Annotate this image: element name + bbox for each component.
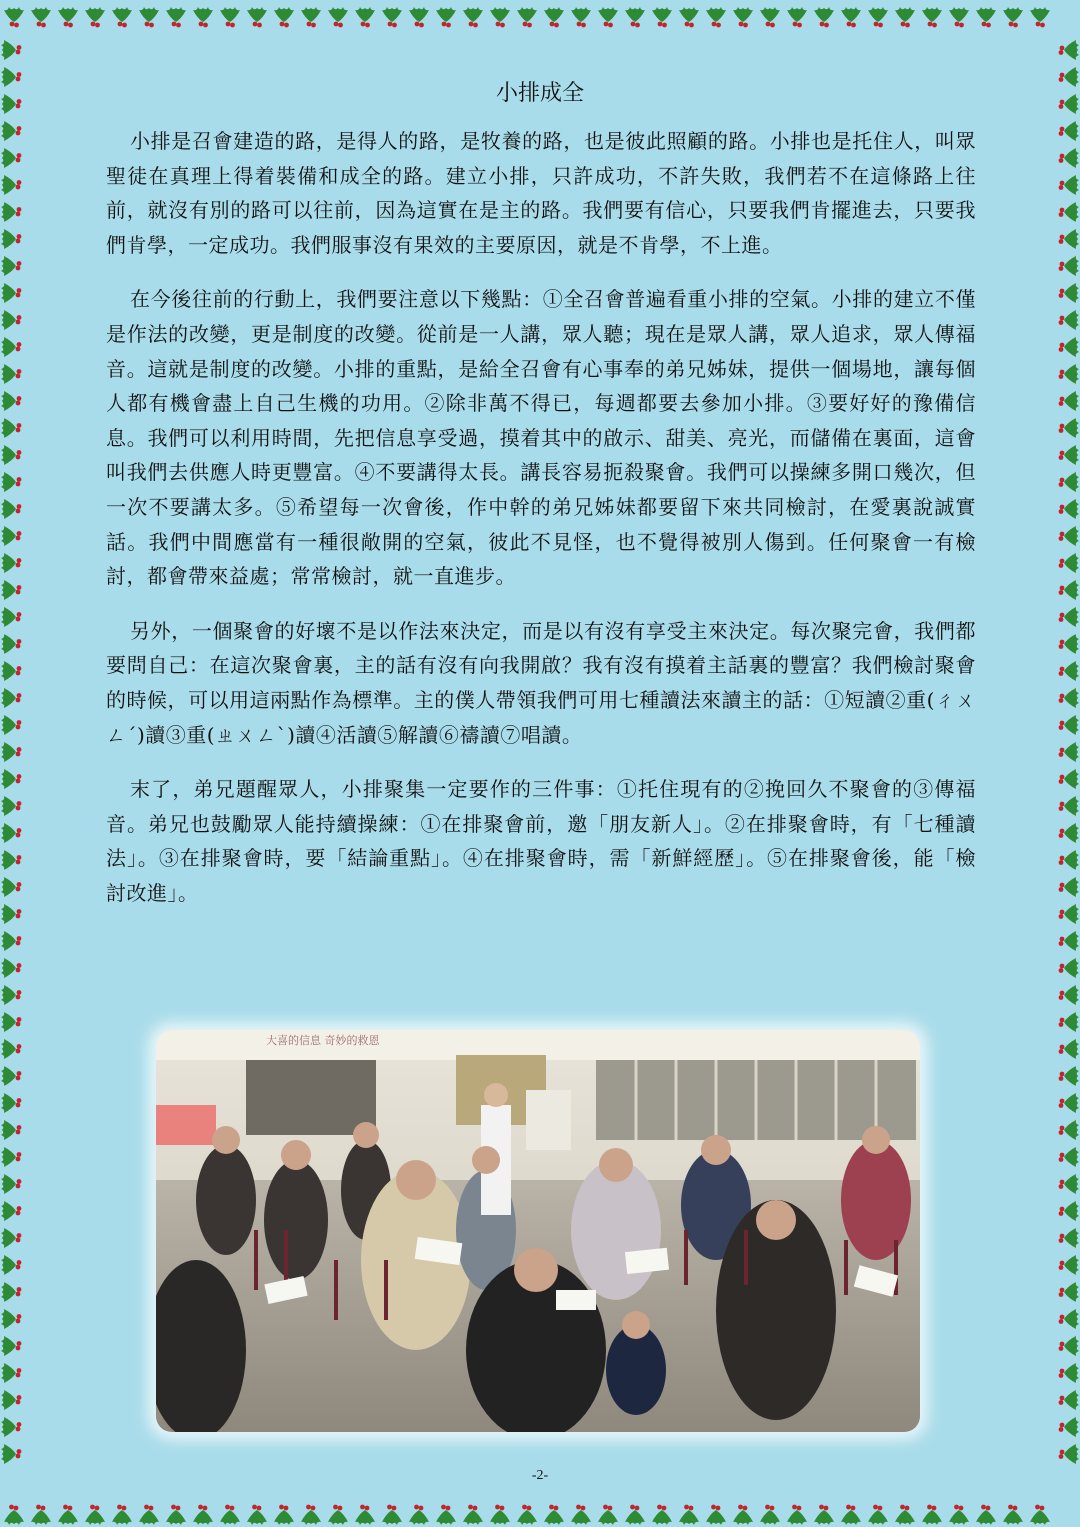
holly-sprig bbox=[1059, 688, 1079, 708]
holly-sprig bbox=[1059, 1309, 1079, 1329]
holly-sprig bbox=[220, 7, 240, 27]
holly-sprig bbox=[1059, 1363, 1079, 1383]
holly-sprig bbox=[112, 7, 132, 27]
holly-sprig bbox=[571, 1505, 591, 1525]
holly-sprig bbox=[949, 7, 969, 27]
holly-sprig bbox=[1059, 202, 1079, 222]
holly-sprig bbox=[544, 7, 564, 27]
holly-sprig bbox=[1059, 985, 1079, 1005]
holly-sprig bbox=[733, 7, 753, 27]
holly-sprig bbox=[1, 661, 21, 681]
holly-sprig bbox=[571, 7, 591, 27]
holly-sprig bbox=[706, 7, 726, 27]
holly-sprig bbox=[1059, 1336, 1079, 1356]
holly-sprig bbox=[247, 1505, 267, 1525]
holly-sprig bbox=[1, 1147, 21, 1167]
holly-sprig bbox=[1, 445, 21, 465]
holly-sprig bbox=[868, 1505, 888, 1525]
holly-sprig bbox=[1059, 229, 1079, 249]
holly-sprig bbox=[1, 283, 21, 303]
holly-sprig bbox=[1030, 7, 1050, 27]
holly-sprig bbox=[1059, 1039, 1079, 1059]
holly-sprig bbox=[1059, 553, 1079, 573]
holly-sprig bbox=[301, 7, 321, 27]
holly-sprig bbox=[436, 1505, 456, 1525]
holly-sprig bbox=[355, 1505, 375, 1525]
holly-sprig bbox=[1003, 7, 1023, 27]
holly-sprig bbox=[1059, 742, 1079, 762]
holly-sprig bbox=[1059, 364, 1079, 384]
holly-sprig bbox=[1, 1201, 21, 1221]
holly-sprig bbox=[1059, 877, 1079, 897]
holly-sprig bbox=[1059, 1417, 1079, 1437]
holly-sprig bbox=[1059, 337, 1079, 357]
holly-sprig bbox=[247, 7, 267, 27]
holly-sprig bbox=[1059, 1012, 1079, 1032]
holly-sprig bbox=[1059, 715, 1079, 735]
holly-sprig bbox=[1, 337, 21, 357]
holly-sprig bbox=[679, 1505, 699, 1525]
holly-sprig bbox=[1, 553, 21, 573]
holly-sprig bbox=[139, 7, 159, 27]
holly-sprig bbox=[1, 364, 21, 384]
holly-sprig bbox=[895, 1505, 915, 1525]
holly-sprig bbox=[1, 1417, 21, 1437]
holly-sprig bbox=[868, 7, 888, 27]
holly-sprig bbox=[1, 823, 21, 843]
holly-sprig bbox=[1, 715, 21, 735]
holly-sprig bbox=[1, 1309, 21, 1329]
holly-sprig bbox=[1059, 850, 1079, 870]
holly-sprig bbox=[1, 256, 21, 276]
holly-sprig bbox=[1, 310, 21, 330]
holly-sprig bbox=[58, 7, 78, 27]
holly-sprig bbox=[1059, 607, 1079, 627]
holly-sprig bbox=[1, 175, 21, 195]
holly-sprig bbox=[1059, 1120, 1079, 1140]
holly-sprig bbox=[1059, 931, 1079, 951]
holly-sprig bbox=[706, 1505, 726, 1525]
holly-sprig bbox=[1, 796, 21, 816]
holly-sprig bbox=[1059, 310, 1079, 330]
holly-sprig bbox=[4, 7, 24, 27]
holly-sprig bbox=[1059, 1444, 1079, 1464]
holly-sprig bbox=[1, 1228, 21, 1248]
holly-sprig bbox=[976, 7, 996, 27]
holly-sprig bbox=[598, 1505, 618, 1525]
holly-sprig bbox=[1, 1039, 21, 1059]
holly-sprig bbox=[1059, 499, 1079, 519]
holly-sprig bbox=[922, 7, 942, 27]
holly-sprig bbox=[922, 1505, 942, 1525]
holly-sprig bbox=[1, 1066, 21, 1086]
holly-sprig bbox=[1059, 445, 1079, 465]
holly-sprig bbox=[139, 1505, 159, 1525]
holly-sprig bbox=[652, 1505, 672, 1525]
holly-sprig bbox=[1, 769, 21, 789]
holly-sprig bbox=[787, 1505, 807, 1525]
holly-sprig bbox=[463, 1505, 483, 1525]
holly-sprig bbox=[166, 1505, 186, 1525]
holly-sprig bbox=[1, 850, 21, 870]
holly-sprig bbox=[1059, 1228, 1079, 1248]
holly-sprig bbox=[1059, 526, 1079, 546]
holly-sprig bbox=[1, 229, 21, 249]
holly-sprig bbox=[1059, 580, 1079, 600]
paragraph: 另外，一個聚會的好壞不是以作法來決定，而是以有沒有享受主來決定。每次聚完會，我們都要問自己：在這次聚會裏，主的話有沒有向我開啟？我有沒有摸着主話裏的豐富？我們檢討聚會的時候，可以用這兩點作為標準。主的僕人帶領我們可用七種讀法來讀主的話：①短讀②重(ㄔㄨㄥˊ)讀③重(ㄓㄨㄥˋ)讀④活讀⑤解讀⑥禱讀⑦唱讀。 bbox=[106, 618, 976, 747]
holly-sprig bbox=[760, 1505, 780, 1525]
holly-sprig bbox=[1059, 769, 1079, 789]
holly-sprig bbox=[1, 40, 21, 60]
paragraph: 在今後往前的行動上，我們要注意以下幾點：①全召會普遍看重小排的空氣。小排的建立不僅是作法的改變，更是制度的改變。從前是一人講，眾人聽；現在是眾人講，眾人追求，眾人傳福音。這就是制度的改變。小排的重點，是給全召會有心事奉的弟兄姊妹，提供一個場地，讓每個人都有機會盡上自己生機的功用。②除非萬不得已，每週都要去參加小排。③要好好的豫備信息。我們可以利用時間，先把信息享受過，摸着其中的啟示、甜美、亮光，而儲備在裏面，這會叫我們去供應人時更豐富。④不要講得太長。講長容易扼殺聚會。我們可以操練多開口幾次，但一次不要講太多。⑤希望每一次會後，作中幹的弟兄姊妹都要留下來共同檢討，在愛裏說誠實話。我們中間應當有一種很敞開的空氣，彼此不見怪，也不覺得被別人傷到。任何聚會一有檢討，都會帶來益處；常常檢討，就一直進步。 bbox=[106, 287, 976, 589]
holly-sprig bbox=[328, 7, 348, 27]
holly-sprig bbox=[1059, 904, 1079, 924]
holly-sprig bbox=[4, 1505, 24, 1525]
holly-sprig bbox=[31, 1505, 51, 1525]
holly-sprig bbox=[382, 1505, 402, 1525]
paragraph: 末了，弟兄題醒眾人，小排聚集一定要作的三件事：①托住現有的②挽回久不聚會的③傳福音。弟兄也鼓勵眾人能持續操練：①在排聚會前，邀「朋友新人」。②在排聚會時，有「七種讀法」。③在排聚會時，要「結論重點」。④在排聚會時，需「新鮮經歷」。⑤在排聚會後，能「檢討改進」。 bbox=[106, 777, 976, 905]
meeting-photo bbox=[156, 1030, 920, 1432]
holly-sprig bbox=[1, 1282, 21, 1302]
holly-sprig bbox=[1, 1174, 21, 1194]
photo-banner: 大喜的信息 奇妙的救恩 bbox=[266, 1034, 380, 1047]
holly-sprig bbox=[1, 202, 21, 222]
holly-sprig bbox=[1003, 1505, 1023, 1525]
holly-sprig bbox=[949, 1505, 969, 1525]
holly-sprig bbox=[409, 7, 429, 27]
holly-sprig bbox=[895, 7, 915, 27]
holly-sprig bbox=[193, 1505, 213, 1525]
holly-sprig bbox=[1, 580, 21, 600]
holly-sprig bbox=[436, 7, 456, 27]
holly-sprig bbox=[517, 7, 537, 27]
holly-sprig bbox=[1, 1390, 21, 1410]
holly-sprig bbox=[1059, 283, 1079, 303]
holly-sprig bbox=[760, 7, 780, 27]
holly-sprig bbox=[1059, 661, 1079, 681]
holly-sprig bbox=[85, 1505, 105, 1525]
holly-sprig bbox=[1059, 1282, 1079, 1302]
holly-sprig bbox=[1, 958, 21, 978]
holly-sprig bbox=[409, 1505, 429, 1525]
holly-sprig bbox=[112, 1505, 132, 1525]
holly-sprig bbox=[463, 7, 483, 27]
holly-sprig bbox=[544, 1505, 564, 1525]
holly-sprig bbox=[1, 1444, 21, 1464]
holly-sprig bbox=[814, 1505, 834, 1525]
holly-sprig bbox=[733, 1505, 753, 1525]
holly-sprig bbox=[1, 499, 21, 519]
holly-sprig bbox=[1, 688, 21, 708]
holly-sprig bbox=[1059, 121, 1079, 141]
holly-sprig bbox=[1059, 1093, 1079, 1113]
holly-sprig bbox=[490, 1505, 510, 1525]
holly-sprig bbox=[1, 742, 21, 762]
holly-sprig bbox=[598, 7, 618, 27]
holly-sprig bbox=[1059, 823, 1079, 843]
holly-sprig bbox=[1059, 1255, 1079, 1275]
holly-sprig bbox=[58, 1505, 78, 1525]
holly-sprig bbox=[1059, 175, 1079, 195]
holly-sprig bbox=[1, 1336, 21, 1356]
holly-sprig bbox=[220, 1505, 240, 1525]
holly-sprig bbox=[1, 607, 21, 627]
holly-sprig bbox=[1, 418, 21, 438]
holly-sprig bbox=[1059, 958, 1079, 978]
holly-sprig bbox=[787, 7, 807, 27]
article-body bbox=[106, 124, 976, 930]
holly-sprig bbox=[1059, 1066, 1079, 1086]
holly-sprig bbox=[85, 7, 105, 27]
paragraph: 小排是召會建造的路，是得人的路，是牧養的路，也是彼此照顧的路。小排也是托住人，叫眾聖徒在真理上得着裝備和成全的路。建立小排，只許成功，不許失敗，我們若不在這條路上往前，就沒有別的路可以往前，因為這實在是主的路。我們要有信心，只要我們肯擺進去，只要我們肯學，一定成功。我們服事沒有果效的主要原因，就是不肯學，不上進。 bbox=[106, 129, 976, 257]
holly-sprig bbox=[1, 931, 21, 951]
holly-sprig bbox=[1, 1093, 21, 1113]
holly-sprig bbox=[625, 1505, 645, 1525]
holly-sprig bbox=[328, 1505, 348, 1525]
holly-sprig bbox=[1059, 256, 1079, 276]
holly-sprig bbox=[1, 121, 21, 141]
holly-sprig bbox=[1059, 40, 1079, 60]
holly-sprig bbox=[1059, 634, 1079, 654]
holly-sprig bbox=[814, 7, 834, 27]
holly-sprig bbox=[1, 1255, 21, 1275]
holly-sprig bbox=[490, 7, 510, 27]
holly-sprig bbox=[31, 7, 51, 27]
holly-sprig bbox=[1059, 1390, 1079, 1410]
holly-sprig bbox=[355, 7, 375, 27]
holly-sprig bbox=[1059, 796, 1079, 816]
page-number: -2- bbox=[531, 1468, 549, 1483]
holly-sprig bbox=[1, 148, 21, 168]
page-title: 小排成全 bbox=[495, 81, 584, 106]
holly-sprig bbox=[274, 1505, 294, 1525]
holly-sprig bbox=[841, 7, 861, 27]
holly-sprig bbox=[1059, 391, 1079, 411]
holly-sprig bbox=[976, 1505, 996, 1525]
holly-sprig bbox=[517, 1505, 537, 1525]
holly-sprig bbox=[1, 904, 21, 924]
holly-sprig bbox=[625, 7, 645, 27]
holly-sprig bbox=[1, 472, 21, 492]
holly-sprig bbox=[652, 7, 672, 27]
holly-sprig bbox=[274, 7, 294, 27]
holly-sprig bbox=[1059, 1147, 1079, 1167]
holly-sprig bbox=[1059, 148, 1079, 168]
holly-sprig bbox=[679, 7, 699, 27]
holly-sprig bbox=[1059, 1201, 1079, 1221]
holly-sprig bbox=[382, 7, 402, 27]
holly-sprig bbox=[1059, 472, 1079, 492]
holly-sprig bbox=[1, 1120, 21, 1140]
holly-sprig bbox=[301, 1505, 321, 1525]
holly-sprig bbox=[1059, 1174, 1079, 1194]
holly-sprig bbox=[1, 526, 21, 546]
holly-sprig bbox=[193, 7, 213, 27]
holly-sprig bbox=[1059, 418, 1079, 438]
holly-sprig bbox=[166, 7, 186, 27]
holly-sprig bbox=[1, 877, 21, 897]
holly-sprig bbox=[1, 1012, 21, 1032]
holly-sprig bbox=[1030, 1505, 1050, 1525]
holly-sprig bbox=[841, 1505, 861, 1525]
holly-sprig bbox=[1, 634, 21, 654]
holly-sprig bbox=[1, 391, 21, 411]
holly-sprig bbox=[1, 1363, 21, 1383]
holly-sprig bbox=[1, 985, 21, 1005]
